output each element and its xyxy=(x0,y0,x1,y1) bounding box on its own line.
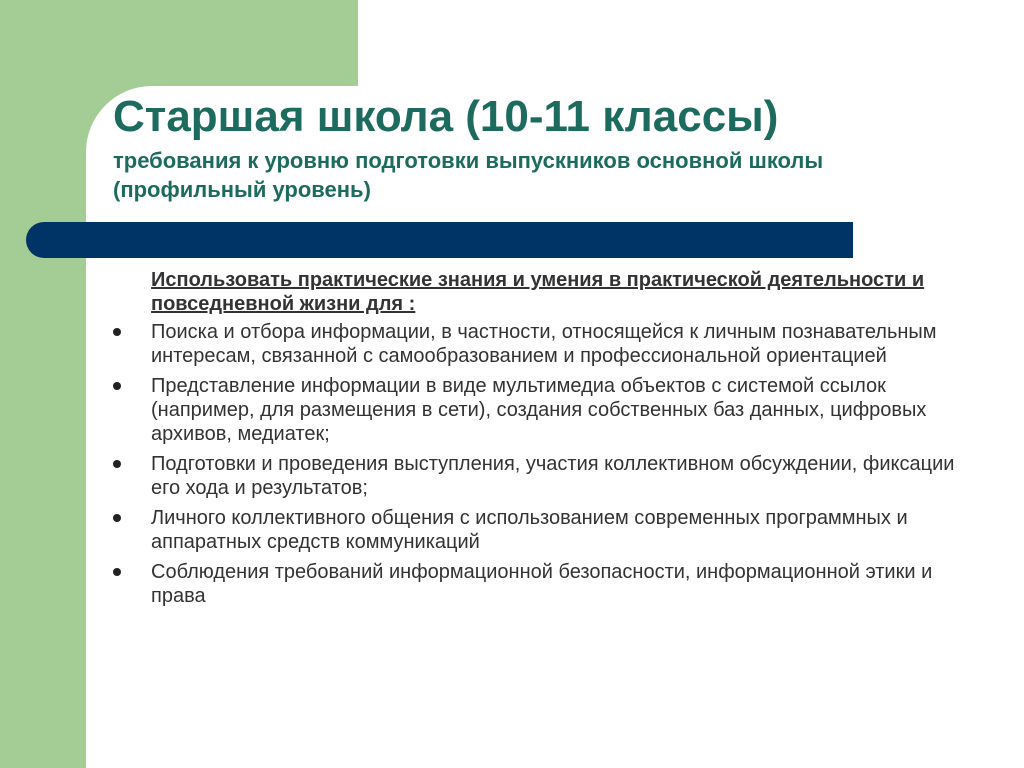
bullet-list xyxy=(113,320,983,608)
list-item xyxy=(113,506,983,554)
bullet-dot-icon xyxy=(113,460,121,468)
list-item-text: Соблюдения требований информационной безопасности, информационной этики и права xyxy=(151,561,933,607)
divider-bar xyxy=(26,222,853,258)
intro-text: Использовать практические знания и умения в практической деятельности и повседневной жизни для : xyxy=(151,269,925,315)
list-item xyxy=(113,374,983,446)
list-item-text: Представление информации в виде мультимедиа объектов с системой ссылок (например, для размещения в сети), создания собственных баз данных, цифровых архивов, медиатек; xyxy=(151,375,927,445)
list-item xyxy=(113,320,983,368)
bullet-dot-icon xyxy=(113,328,121,336)
list-item xyxy=(113,560,983,608)
bullet-dot-icon xyxy=(113,514,121,522)
list-item-text: Поиска и отбора информации, в частности, относящейся к личным познавательным интересам, связанной с самообразованием и профессиональной ориентацией xyxy=(151,321,937,367)
list-item xyxy=(113,452,983,500)
list-item-text: Подготовки и проведения выступления, участия коллективном обсуждении, фиксации его хода и результатов; xyxy=(151,453,955,499)
list-item-text: Личного коллективного общения с использованием современных программных и аппаратных средств коммуникаций xyxy=(151,507,908,553)
bullet-dot-icon xyxy=(113,568,121,576)
title-block xyxy=(113,90,993,204)
slide-subtitle: требования к уровню подготовки выпускников основной школы (профильный уровень) xyxy=(113,148,824,202)
slide-title: Старшая школа (10-11 классы) xyxy=(113,92,779,141)
slide-body xyxy=(113,268,983,614)
bullet-dot-icon xyxy=(113,382,121,390)
